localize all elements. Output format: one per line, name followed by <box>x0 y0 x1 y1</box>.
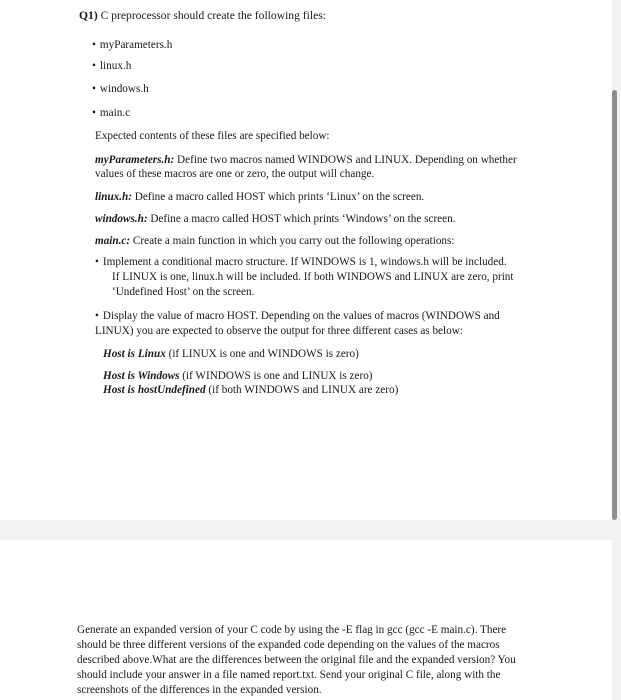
case-linux <box>103 347 359 361</box>
spec-label: main.c: <box>95 235 131 247</box>
spec-main <box>95 234 454 248</box>
part2-line: Generate an expanded version of your C code by using the -E flag in gcc (gcc -E main.c). There <box>77 624 507 636</box>
spec-label: windows.h: <box>95 213 148 225</box>
expected-contents-text: Expected contents of these files are specified below: <box>95 130 330 142</box>
case-desc: (if LINUX is one and WINDOWS is zero) <box>168 348 359 360</box>
file-item: • windows.h <box>92 82 149 96</box>
part2-line: described above.What are the differences between the original file and the expanded version? You <box>77 654 516 666</box>
step-implement-line1: • Implement a conditional macro structure. If WINDOWS is 1, windows.h will be included. <box>95 255 507 269</box>
spec-text-continued: values of these macros are one or zero, the output will change. <box>95 168 375 180</box>
step-implement-line2: If LINUX is one, linux.h will be included. If both WINDOWS and LINUX are zero, print <box>112 271 514 283</box>
spec-label: myParameters.h: <box>95 154 175 166</box>
spec-text: Define a macro called HOST which prints ‘Windows’ on the screen. <box>150 213 456 225</box>
file-item: • linux.h <box>92 59 131 73</box>
part2-line: should include your answer in a file named report.txt. Send your original C file, along with the <box>77 669 501 681</box>
spec-linux <box>95 190 424 204</box>
spec-text: Define two macros named WINDOWS and LINUX. Depending on whether <box>177 154 517 166</box>
spec-label: linux.h: <box>95 191 132 203</box>
part2-line: should be three different versions of the expanded code depending on the values of the macros <box>77 639 500 651</box>
spec-text: Create a main function in which you carry out the following operations: <box>132 235 455 247</box>
file-item: • main.c <box>92 106 130 120</box>
case-windows <box>103 369 373 383</box>
question-title <box>79 9 326 23</box>
step-display-line1: • Display the value of macro HOST. Depending on the values of macros (WINDOWS and <box>95 309 500 323</box>
question-intro: C preprocessor should create the following files: <box>100 9 326 22</box>
case-label: Host is Linux <box>103 348 166 360</box>
step-display-line2: LINUX) you are expected to observe the output for three different cases as below: <box>95 325 463 337</box>
part2-line: screenshots of the differences in the expanded version. <box>77 684 322 696</box>
step-implement-line3: ‘Undefined Host’ on the screen. <box>112 286 255 298</box>
question-number: Q1) <box>79 9 98 22</box>
case-desc: (if both WINDOWS and LINUX are zero) <box>208 384 399 396</box>
file-item: • myParameters.h <box>92 38 172 52</box>
scrollbar-thumb[interactable] <box>612 90 617 520</box>
spec-text: Define a macro called HOST which prints ‘Linux’ on the screen. <box>134 191 425 203</box>
case-label: Host is Windows <box>103 370 180 382</box>
case-undefined <box>103 383 398 397</box>
spec-myparameters <box>95 153 517 167</box>
spec-windows <box>95 212 456 226</box>
document-page-2 <box>0 540 612 700</box>
case-desc: (if WINDOWS is one and LINUX is zero) <box>182 370 373 382</box>
case-label: Host is hostUndefined <box>103 384 206 396</box>
